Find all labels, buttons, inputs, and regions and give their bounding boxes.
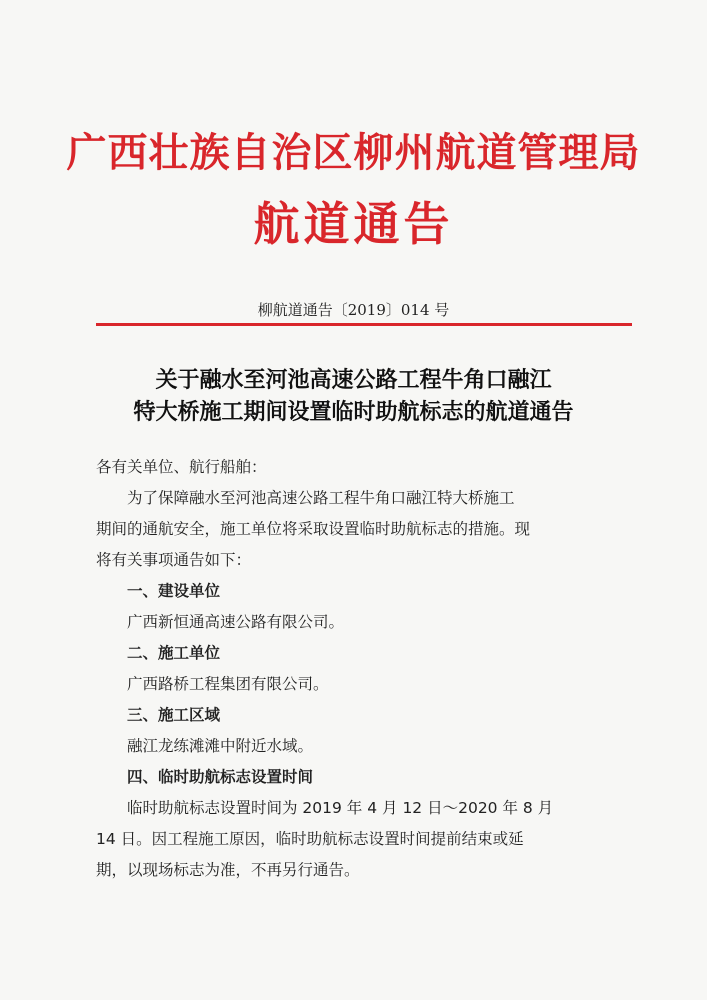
intro-line-2: 期间的通航安全，施工单位将采取设置临时助航标志的措施。现	[96, 520, 531, 538]
intro-line-1: 为了保障融水至河池高速公路工程牛角口融江特大桥施工	[127, 489, 515, 507]
section-heading-4: 四、临时助航标志设置时间	[127, 768, 314, 786]
intro-line-3: 将有关事项通告如下：	[96, 551, 252, 569]
section-content-3: 融江龙练滩滩中附近水域。	[127, 737, 314, 755]
section-content-4-line-3: 期，以现场标志为准，不再另行通告。	[96, 861, 360, 879]
section-content-4-line-1: 临时助航标志设置时间为 2019 年 4 月 12 日～2020 年 8 月	[127, 799, 554, 817]
agency-name: 广西壮族自治区柳州航道管理局	[66, 129, 641, 176]
salutation: 各有关单位、航行船舶：	[96, 458, 267, 476]
title-line-2: 特大桥施工期间设置临时助航标志的航道通告	[133, 399, 574, 425]
notice-type-heading: 航道通告	[253, 197, 454, 251]
section-heading-1: 一、建设单位	[127, 582, 221, 600]
document-number: 柳航道通告〔2019〕014 号	[257, 301, 450, 319]
title-line-1: 关于融水至河池高速公路工程牛角口融江	[155, 367, 552, 393]
red-divider-line	[96, 323, 632, 326]
section-content-2: 广西路桥工程集团有限公司。	[127, 675, 329, 693]
section-heading-3: 三、施工区域	[127, 706, 221, 724]
section-content-1: 广西新恒通高速公路有限公司。	[127, 613, 345, 631]
section-heading-2: 二、施工单位	[127, 644, 221, 662]
section-content-4-line-2: 14 日。因工程施工原因，临时助航标志设置时间提前结束或延	[96, 830, 524, 848]
notice-title	[80, 364, 627, 428]
